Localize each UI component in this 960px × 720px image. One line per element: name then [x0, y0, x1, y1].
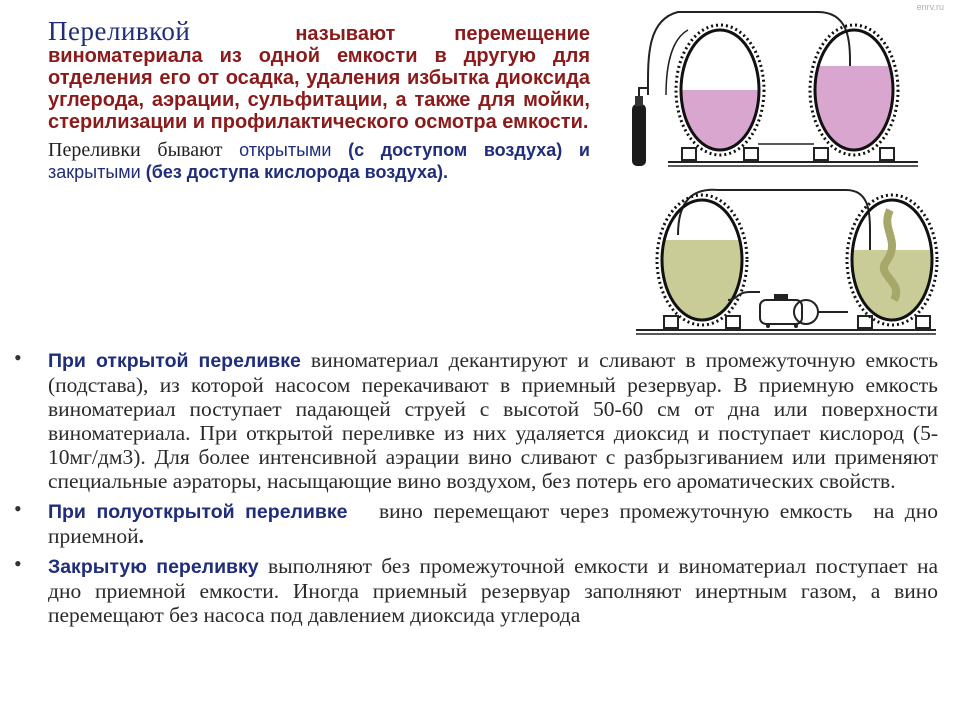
kinds-closed-note: (без доступа кислорода воздуха).: [145, 162, 449, 182]
bullet-text: выполняют без промежуточной емкости и виноматериал поступает на дно приемной емкости. Иногда приемный резервуар заполняют инертным газом, а вино перемещают без насоса под давлением диоксида углерода: [48, 554, 939, 627]
bullet-marker: •: [14, 551, 22, 576]
bullet-closed-transfer: [14, 551, 939, 627]
definition-text: называют перемещение виноматериала из одной емкости в другую для отделения его от осадка, удаления избытка диоксида углерода, аэрации, сульфитации, а также для мойки, стерилизации и профилактического осмотра емкости.: [48, 23, 590, 133]
kinds-prefix: Переливки бывают: [48, 139, 223, 161]
bullet-tail: .: [138, 524, 145, 548]
gas-cylinder-icon: [632, 88, 648, 166]
bullet-open-transfer: [14, 345, 938, 493]
kinds-open: открытыми: [239, 140, 332, 160]
bullet-semi-open-transfer: [14, 496, 944, 548]
tank-icon: [847, 195, 938, 325]
bullet-lead: Закрытую переливку: [48, 556, 259, 578]
bullet-text: виноматериал декантируют и сливают в промежуточную емкость (подстава), из которой насосом перекачивают в приемный резервуар. В приемную емкость виноматериал поступает падающей струей с высотой 50-60 см от дна или поверхности виноматериала. При открытой переливке из них удаляется диоксид и поступает кислород (5-10мг/дм3). Для более интенсивной аэрации вино сливают с разбрызгиванием или применяют специальные аэраторы, насыщающие вино воздухом, без потерь его ароматических свойств.: [48, 348, 938, 493]
tank-icon: [810, 25, 898, 156]
kinds-paragraph: [48, 139, 590, 183]
definition-paragraph: [48, 16, 590, 133]
bullet-list: [14, 345, 944, 633]
transfer-scheme-drawing: [618, 0, 960, 345]
tank-icon: [657, 195, 748, 325]
bullet-lead: При полуоткрытой переливке: [48, 501, 348, 523]
bullet-lead: При открытой переливке: [48, 350, 301, 372]
watermark: enrv.ru: [916, 2, 944, 12]
kinds-closed: закрытыми: [48, 162, 141, 182]
bottom-scheme: [636, 190, 938, 334]
term-title: Переливкой: [48, 16, 191, 46]
top-scheme: [632, 12, 918, 166]
pump-icon: [728, 292, 848, 328]
bullet-text: вино перемещают через промежуточную емкость на дно приемной: [48, 499, 944, 548]
transfer-scheme-figure: [618, 0, 960, 345]
bullet-marker: •: [14, 345, 22, 370]
tank-icon: [676, 25, 764, 155]
intro-block: [48, 16, 590, 183]
kinds-open-note: (с доступом воздуха) и: [348, 140, 590, 160]
bullet-marker: •: [14, 496, 22, 521]
